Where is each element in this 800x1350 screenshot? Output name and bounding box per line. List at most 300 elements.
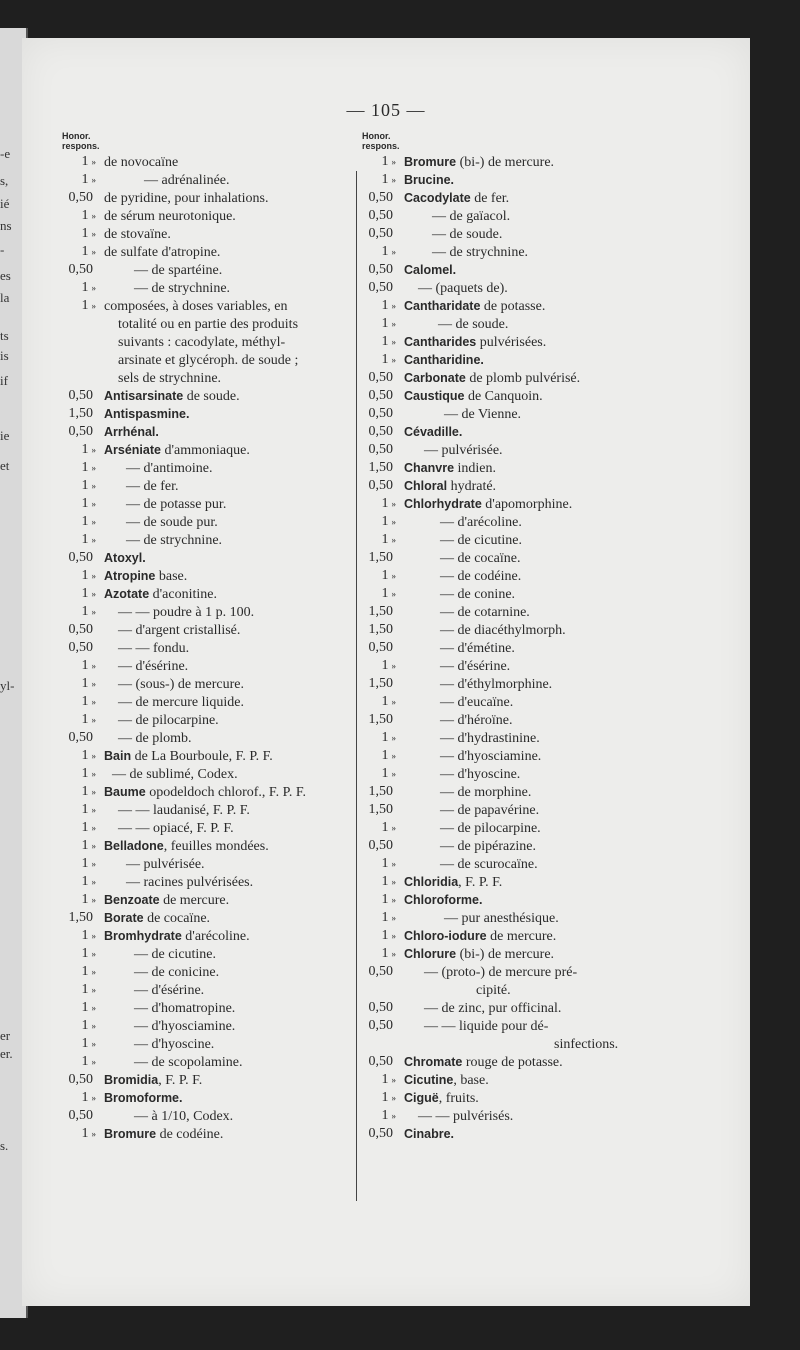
entry-text — [424, 1017, 548, 1036]
entry-row — [362, 207, 652, 225]
entry-row — [362, 981, 652, 999]
product-name: Azotate — [104, 587, 150, 601]
fee-mark: » — [91, 481, 96, 491]
entry-row — [62, 585, 362, 603]
product-detail: — d'hyoscine. — [134, 1037, 215, 1052]
product-name: Chloroforme. — [404, 893, 483, 907]
entry-row — [62, 729, 362, 747]
entry-text — [126, 855, 205, 874]
product-detail: — pulvérisée. — [424, 443, 503, 458]
fee-number: 0,50 — [68, 550, 93, 565]
product-detail: pulvérisées. — [476, 335, 547, 350]
fee-value — [362, 1035, 400, 1053]
entry-text — [134, 1017, 235, 1036]
entry-text — [440, 657, 510, 676]
fee-number: 1 — [381, 172, 389, 187]
product-detail: — de pilocarpine. — [440, 821, 541, 836]
fee-number: 0,50 — [68, 1108, 93, 1123]
product-detail: d'aconitine. — [149, 587, 217, 602]
fee-number: 1 — [81, 838, 89, 853]
fee-number: 1 — [81, 568, 89, 583]
entry-row — [362, 387, 652, 405]
fee-value — [362, 333, 400, 351]
fee-mark: » — [91, 445, 96, 455]
fee-mark: » — [91, 499, 96, 509]
fee-mark: » — [91, 931, 96, 941]
fee-value — [362, 153, 400, 171]
fee-number: 1 — [381, 514, 389, 529]
fee-value — [62, 459, 100, 477]
fee-value — [62, 477, 100, 495]
fee-mark: » — [391, 1111, 396, 1121]
entry-text — [440, 783, 531, 802]
product-detail: — de potasse pur. — [126, 497, 227, 512]
fee-mark: » — [91, 1093, 96, 1103]
fee-value — [62, 909, 100, 927]
header-line-1: Honor. — [62, 131, 91, 141]
entry-row — [362, 315, 652, 333]
fee-number: 1 — [381, 244, 389, 259]
fee-value — [362, 225, 400, 243]
fee-mark: » — [91, 805, 96, 815]
fee-value — [62, 945, 100, 963]
entry-row — [362, 873, 652, 891]
product-name: Antispasmine. — [104, 407, 190, 421]
entry-text — [440, 603, 530, 622]
fee-number: 1 — [381, 316, 389, 331]
column-header — [362, 131, 402, 151]
product-name: Cantharidine. — [404, 353, 484, 367]
entry-text — [440, 765, 520, 784]
entry-row — [362, 747, 652, 765]
fee-value — [62, 639, 100, 657]
fee-mark: » — [391, 913, 396, 923]
entry-text — [104, 189, 268, 208]
product-detail: — de strychnine. — [134, 281, 231, 296]
product-name: Benzoate — [104, 893, 160, 907]
fee-mark: » — [91, 967, 96, 977]
fee-number: 1 — [81, 514, 89, 529]
product-detail: — de scopolamine. — [134, 1055, 243, 1070]
fee-number: 0,50 — [68, 262, 93, 277]
fee-value — [362, 459, 400, 477]
product-name: Carbonate — [404, 371, 466, 385]
product-name: Bromure — [404, 155, 457, 169]
fee-number: 1 — [81, 946, 89, 961]
fee-mark: » — [91, 787, 96, 797]
fee-value — [62, 621, 100, 639]
entry-row — [362, 837, 652, 855]
product-detail: — de codéine. — [440, 569, 522, 584]
entry-row — [362, 549, 652, 567]
entry-text — [432, 243, 528, 262]
entry-text — [104, 297, 288, 316]
fee-value — [362, 549, 400, 567]
fee-value — [62, 441, 100, 459]
fee-number: 1 — [381, 352, 389, 367]
fee-number: 1 — [81, 1018, 89, 1033]
product-detail: — (proto-) de mercure pré- — [424, 965, 578, 980]
entry-text — [118, 657, 188, 676]
fee-number: 1,50 — [368, 550, 393, 565]
entry-row — [362, 999, 652, 1017]
entry-row — [362, 783, 652, 801]
product-detail: base. — [155, 569, 188, 584]
entry-text — [134, 945, 216, 964]
fee-value — [362, 837, 400, 855]
entry-text — [104, 207, 236, 226]
fee-number: 0,50 — [68, 424, 93, 439]
fee-number: 1 — [381, 730, 389, 745]
fee-value — [62, 171, 100, 189]
product-detail: — (paquets de). — [418, 281, 508, 296]
entry-text — [404, 477, 496, 496]
fee-value — [362, 1053, 400, 1071]
entry-row — [62, 351, 362, 369]
entry-text — [404, 1125, 454, 1144]
fee-value — [362, 657, 400, 675]
product-detail: — d'argent cristallisé. — [118, 623, 241, 638]
entry-text — [126, 459, 213, 478]
fee-value — [62, 423, 100, 441]
entry-row — [362, 225, 652, 243]
fee-number: 0,50 — [368, 406, 393, 421]
product-detail: — de Vienne. — [444, 407, 522, 422]
margin-fragment: la — [0, 290, 10, 305]
entry-row — [62, 711, 362, 729]
fee-mark: » — [391, 571, 396, 581]
product-detail: de cocaïne. — [143, 911, 211, 926]
margin-fragment: ié — [0, 196, 10, 211]
fee-value — [362, 423, 400, 441]
entry-text — [440, 513, 522, 532]
fee-number: 1 — [81, 1054, 89, 1069]
product-name: Bromhydrate — [104, 929, 182, 943]
fee-number: 1 — [81, 532, 89, 547]
fee-value — [62, 603, 100, 621]
fee-value — [362, 999, 400, 1017]
entry-text — [134, 279, 230, 298]
product-detail: — d'ésérine. — [440, 659, 511, 674]
entry-row — [362, 603, 652, 621]
product-detail: — (sous-) de mercure. — [118, 677, 244, 692]
entry-text — [404, 927, 556, 946]
entry-text — [118, 621, 240, 640]
entry-row — [62, 801, 362, 819]
fee-value — [362, 1125, 400, 1143]
entry-text — [424, 963, 577, 982]
entry-row — [62, 531, 362, 549]
entry-text — [134, 261, 222, 280]
product-name: Chlorure — [404, 947, 457, 961]
product-detail: — de morphine. — [440, 785, 532, 800]
fee-number: 1 — [81, 496, 89, 511]
fee-number: 1 — [81, 982, 89, 997]
fee-value — [362, 801, 400, 819]
product-detail: de soude. — [183, 389, 240, 404]
entry-row — [362, 927, 652, 945]
fee-value — [362, 243, 400, 261]
product-detail: — pulvérisée. — [126, 857, 205, 872]
product-detail: , fruits. — [438, 1091, 479, 1106]
fee-mark: » — [91, 247, 96, 257]
entry-row — [362, 1071, 652, 1089]
entry-row — [362, 495, 652, 513]
fee-value — [362, 405, 400, 423]
entry-row — [62, 891, 362, 909]
fee-number: 1 — [381, 496, 389, 511]
product-detail: — de diacéthylmorph. — [440, 623, 566, 638]
product-detail: suivants : cacodylate, méthyl- — [118, 335, 286, 350]
entry-text — [404, 423, 462, 442]
entry-row — [362, 945, 652, 963]
fee-mark: » — [91, 1129, 96, 1139]
entry-row — [62, 261, 362, 279]
fee-mark: » — [391, 175, 396, 185]
fee-value — [62, 207, 100, 225]
fee-number: 0,50 — [368, 478, 393, 493]
fee-mark: » — [391, 1093, 396, 1103]
entry-text — [118, 675, 244, 694]
fee-mark: » — [391, 661, 396, 671]
entry-text — [440, 675, 552, 694]
fee-mark: » — [391, 589, 396, 599]
fee-value — [362, 207, 400, 225]
fee-number: 1 — [81, 208, 89, 223]
fee-value — [362, 891, 400, 909]
entry-row — [62, 1125, 362, 1143]
header-line-2: respons. — [362, 141, 400, 151]
entry-row — [362, 297, 652, 315]
product-detail: sels de strychnine. — [118, 371, 222, 386]
fee-value — [362, 279, 400, 297]
product-detail: — d'héroïne. — [440, 713, 513, 728]
fee-number: 0,50 — [68, 388, 93, 403]
product-detail: de novocaïne — [104, 155, 179, 170]
fee-mark: » — [391, 859, 396, 869]
product-detail: de pyridine, pour inhalations. — [104, 191, 269, 206]
product-detail: de plomb pulvérisé. — [465, 371, 581, 386]
entry-text — [118, 603, 254, 622]
fee-value — [362, 783, 400, 801]
fee-value — [362, 963, 400, 981]
entry-text — [418, 1107, 513, 1126]
fee-number: 1 — [81, 478, 89, 493]
fee-value — [62, 801, 100, 819]
entry-text — [404, 459, 496, 478]
fee-number: 0,50 — [368, 208, 393, 223]
entry-text — [440, 801, 539, 820]
entry-text — [104, 909, 210, 928]
fee-number: 1,50 — [368, 802, 393, 817]
entry-row — [362, 963, 652, 981]
fee-mark: » — [91, 1039, 96, 1049]
entry-text — [126, 531, 222, 550]
entry-text — [104, 225, 171, 244]
entry-row — [362, 333, 652, 351]
product-name: Cicutine — [404, 1073, 454, 1087]
entry-row — [62, 567, 362, 585]
entry-row — [362, 819, 652, 837]
right-entries — [362, 153, 652, 1143]
product-detail: de fer. — [470, 191, 510, 206]
fee-number: 1 — [381, 766, 389, 781]
fee-value — [62, 765, 100, 783]
margin-fragment: -e — [0, 146, 11, 161]
entry-row — [362, 1089, 652, 1107]
fee-value — [62, 747, 100, 765]
product-name: Chloridia — [404, 875, 459, 889]
fee-value — [62, 225, 100, 243]
fee-number: 1 — [381, 154, 389, 169]
fee-number: 1 — [81, 676, 89, 691]
fee-value — [362, 441, 400, 459]
entry-text — [404, 297, 545, 316]
entry-text — [104, 837, 269, 856]
fee-number: 1 — [81, 226, 89, 241]
product-detail: cipité. — [476, 983, 511, 998]
entry-row — [62, 873, 362, 891]
product-detail: — de scurocaïne. — [440, 857, 538, 872]
fee-value — [362, 567, 400, 585]
product-name: Belladone — [104, 839, 164, 853]
product-detail: — de mercure liquide. — [118, 695, 244, 710]
entry-row — [362, 261, 652, 279]
entry-row — [362, 729, 652, 747]
fee-number: 1 — [381, 298, 389, 313]
entry-text — [104, 423, 159, 442]
entry-text — [144, 171, 230, 190]
fee-value — [362, 711, 400, 729]
fee-mark: » — [391, 247, 396, 257]
entry-text — [118, 693, 244, 712]
entry-row — [362, 639, 652, 657]
product-name: Arrhénal. — [104, 425, 159, 439]
fee-value — [62, 549, 100, 567]
entry-text — [104, 747, 273, 766]
entry-row — [62, 243, 362, 261]
product-detail: — — fondu. — [118, 641, 190, 656]
product-detail: d'arécoline. — [181, 929, 250, 944]
fee-value — [362, 171, 400, 189]
entry-row — [62, 963, 362, 981]
product-detail: — de soude pur. — [126, 515, 218, 530]
entry-row — [362, 531, 652, 549]
entry-row — [62, 387, 362, 405]
fee-number: 0,50 — [68, 190, 93, 205]
fee-number: 1 — [81, 1036, 89, 1051]
fee-number: 0,50 — [368, 1000, 393, 1015]
fee-number: 1 — [381, 694, 389, 709]
fee-number: 0,50 — [368, 388, 393, 403]
entry-row — [62, 369, 362, 387]
page-number: — 105 — — [346, 100, 426, 120]
fee-number: 1 — [381, 586, 389, 601]
fee-number: 0,50 — [368, 640, 393, 655]
fee-value — [362, 495, 400, 513]
entry-row — [362, 243, 652, 261]
product-detail: rouge de potasse. — [462, 1055, 563, 1070]
margin-fragment: - — [0, 242, 5, 257]
fee-value — [362, 855, 400, 873]
fee-number: 1 — [81, 748, 89, 763]
entry-text — [126, 513, 218, 532]
entry-row — [62, 927, 362, 945]
entry-row — [62, 495, 362, 513]
entry-text — [404, 189, 509, 208]
fee-number: 1 — [381, 856, 389, 871]
entry-text — [118, 729, 192, 748]
product-name: Cévadille. — [404, 425, 463, 439]
fee-number: 1 — [381, 1072, 389, 1087]
entry-row — [362, 567, 652, 585]
entry-text — [104, 387, 240, 406]
fee-number: 1 — [81, 280, 89, 295]
fee-value — [62, 927, 100, 945]
fee-mark: » — [91, 589, 96, 599]
fee-number: 1 — [381, 334, 389, 349]
entry-row — [62, 297, 362, 315]
fee-mark: » — [91, 229, 96, 239]
entry-text — [440, 855, 538, 874]
product-name: Caustique — [404, 389, 465, 403]
entry-text — [404, 333, 546, 352]
fee-mark: » — [391, 895, 396, 905]
fee-number: 1 — [81, 1090, 89, 1105]
fee-value — [362, 819, 400, 837]
fee-mark: » — [391, 877, 396, 887]
product-name: Baume — [104, 785, 146, 799]
entry-row — [362, 351, 652, 369]
fee-number: 1 — [381, 532, 389, 547]
fee-mark: » — [391, 823, 396, 833]
fee-number: 0,50 — [68, 1072, 93, 1087]
entry-row — [62, 675, 362, 693]
product-detail: — d'homatropine. — [134, 1001, 236, 1016]
fee-number: 1 — [81, 298, 89, 313]
entry-row — [62, 837, 362, 855]
entry-row — [62, 423, 362, 441]
entry-text — [134, 999, 235, 1018]
fee-number: 1,50 — [368, 784, 393, 799]
product-name: Bromure — [104, 1127, 157, 1141]
fee-number: 1,50 — [68, 910, 93, 925]
product-detail: , F. P. F. — [158, 1073, 203, 1088]
entry-row — [362, 693, 652, 711]
entry-row — [62, 945, 362, 963]
fee-mark: » — [91, 571, 96, 581]
product-detail: (bi-) de mercure. — [456, 155, 555, 170]
fee-mark: » — [391, 319, 396, 329]
entry-text — [134, 981, 204, 1000]
product-detail: — — pulvérisés. — [418, 1109, 514, 1124]
fee-number: 1 — [81, 784, 89, 799]
fee-value — [62, 1107, 100, 1125]
entry-row — [362, 711, 652, 729]
fee-number: 0,50 — [368, 1054, 393, 1069]
fee-value — [362, 351, 400, 369]
entry-text — [444, 909, 559, 928]
entry-text — [126, 873, 253, 892]
product-name: Chlorhydrate — [404, 497, 482, 511]
entry-text — [118, 315, 298, 334]
product-detail: indien. — [454, 461, 497, 476]
fee-number: 1 — [81, 766, 89, 781]
fee-value — [62, 243, 100, 261]
entry-text — [438, 315, 508, 334]
product-name: Cacodylate — [404, 191, 471, 205]
fee-mark: » — [91, 841, 96, 851]
